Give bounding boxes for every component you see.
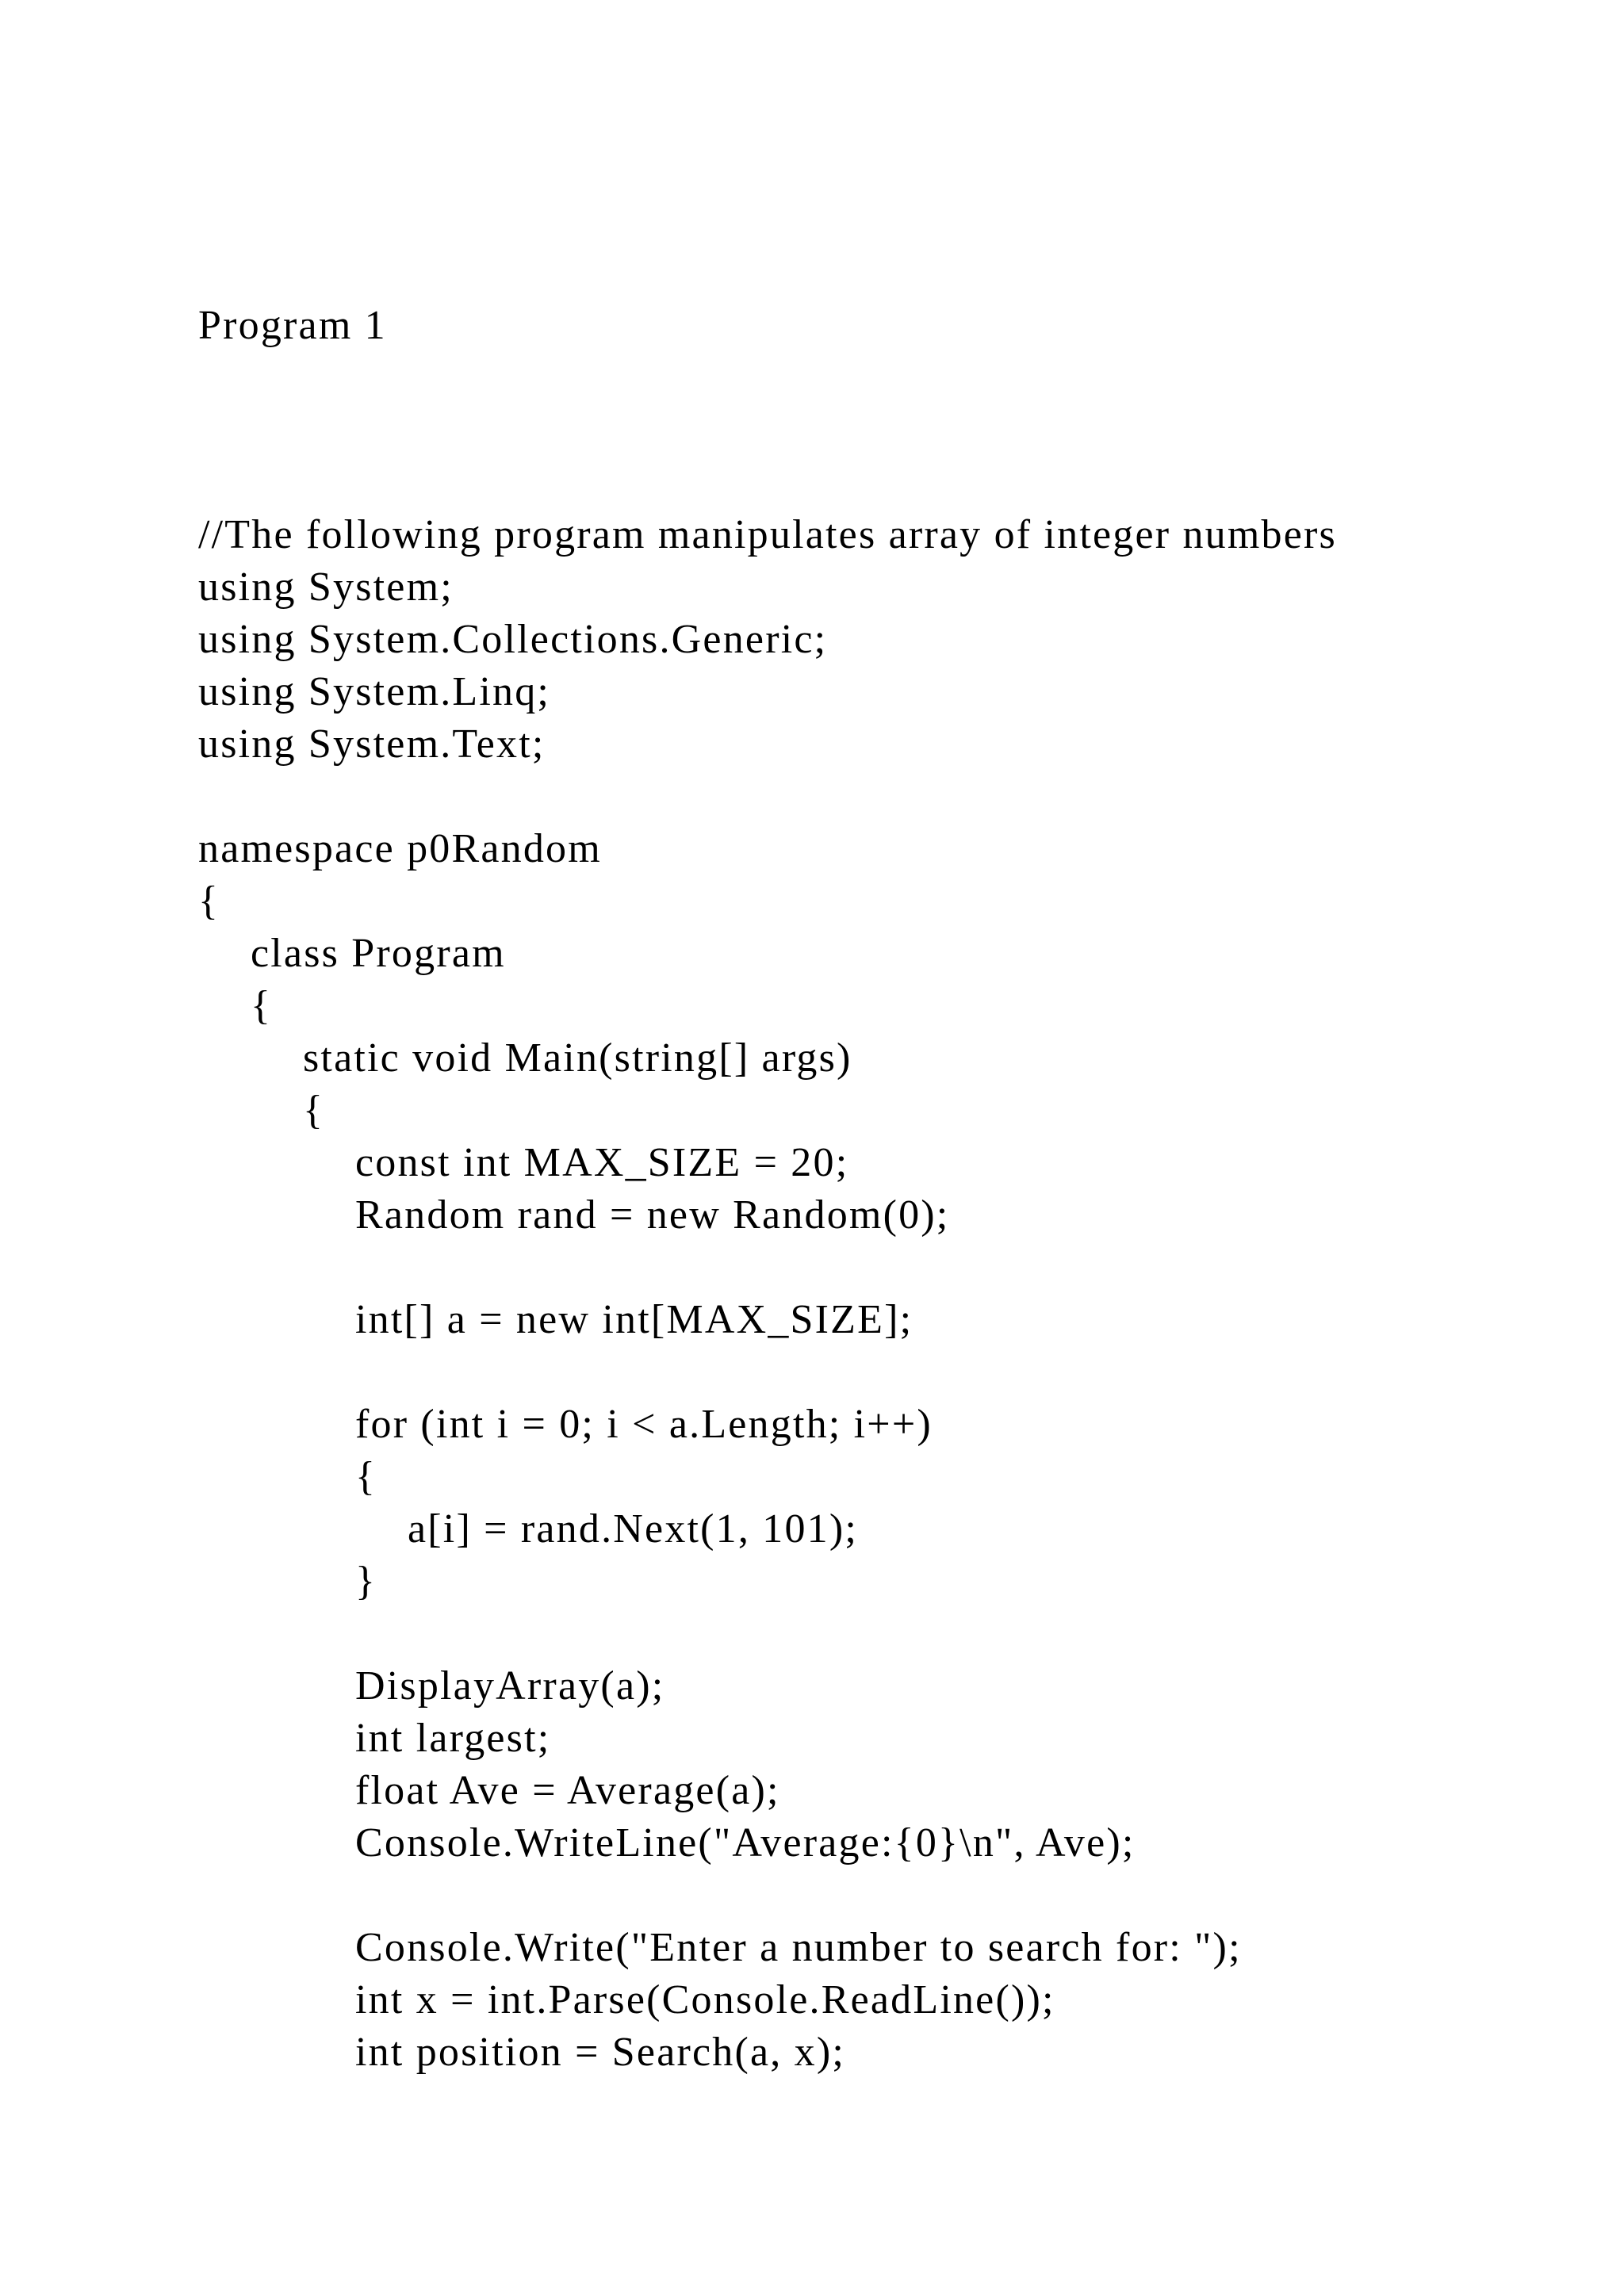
code-main-open-brace: {: [303, 1088, 325, 1133]
document-title: Program 1: [198, 303, 387, 348]
code-using-system: using System;: [198, 564, 454, 610]
code-random-declaration: Random rand = new Random(0);: [355, 1192, 950, 1238]
code-using-text: using System.Text;: [198, 721, 546, 767]
code-search-call: int position = Search(a, x);: [355, 2030, 846, 2075]
code-array-declaration: int[] a = new int[MAX_SIZE];: [355, 1297, 914, 1342]
code-for-close-brace: }: [355, 1559, 377, 1604]
code-main-signature: static void Main(string[] args): [303, 1035, 852, 1081]
code-for-loop: for (int i = 0; i < a.Length; i++): [355, 1402, 933, 1447]
code-array-assignment: a[i] = rand.Next(1, 101);: [408, 1506, 859, 1552]
code-average-declaration: float Ave = Average(a);: [355, 1768, 780, 1813]
code-using-collections-generic: using System.Collections.Generic;: [198, 617, 828, 662]
code-parse-input: int x = int.Parse(Console.ReadLine());: [355, 1977, 1055, 2022]
code-largest-declaration: int largest;: [355, 1716, 551, 1761]
code-max-size-const: const int MAX_SIZE = 20;: [355, 1140, 849, 1185]
code-comment-line: //The following program manipulates array of integer numbers: [198, 512, 1337, 557]
code-class-declaration: class Program: [251, 931, 506, 976]
code-for-open-brace: {: [355, 1454, 377, 1499]
code-class-open-brace: {: [251, 983, 273, 1028]
code-namespace-declaration: namespace p0Random: [198, 826, 602, 871]
code-display-array-call: DisplayArray(a);: [355, 1663, 665, 1709]
code-namespace-open-brace: {: [198, 878, 220, 924]
code-using-linq: using System.Linq;: [198, 669, 551, 714]
code-search-prompt: Console.Write("Enter a number to search for: ");: [355, 1925, 1242, 1970]
code-average-writeline: Console.WriteLine("Average:{0}\n", Ave);: [355, 1820, 1136, 1866]
